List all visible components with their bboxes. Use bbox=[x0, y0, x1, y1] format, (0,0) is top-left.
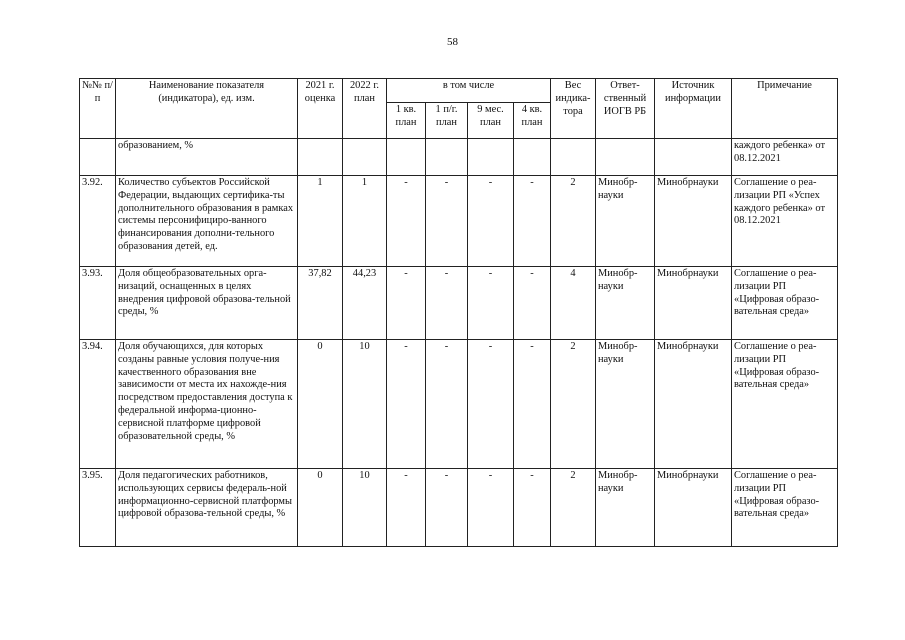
cell-num bbox=[80, 139, 116, 176]
cell-num: 3.94. bbox=[80, 340, 116, 469]
header-2021: 2021 г. оценка bbox=[298, 79, 343, 139]
header-num: №№ п/п bbox=[80, 79, 116, 139]
cell-h1: - bbox=[426, 469, 468, 547]
cell-name: Количество субъектов Российской Федерации, выдающих сертифика-ты дополнительного образования в рамках системы персонифициро-ванного финансирования дополни-тельного образования детей, ед. bbox=[116, 176, 298, 267]
cell-name: Доля обучающихся, для которых созданы равные условия получе-ния качественного образования вне зависимости от места их нахожде-ния посредством предоставления доступа к федеральной информа-ционно-сервисной платформе цифровой образовательной среды, % bbox=[116, 340, 298, 469]
cell-2021: 37,82 bbox=[298, 267, 343, 340]
cell-weight: 4 bbox=[551, 267, 596, 340]
cell-responsible: Минобр-науки bbox=[596, 176, 655, 267]
cell-9m: - bbox=[468, 340, 514, 469]
cell-9m: - bbox=[468, 267, 514, 340]
header-weight: Вес индика-тора bbox=[551, 79, 596, 139]
header-q4: 4 кв. план bbox=[514, 103, 551, 139]
header-h1: 1 п/г. план bbox=[426, 103, 468, 139]
cell-2022: 1 bbox=[343, 176, 387, 267]
header-name: Наименование показателя (индикатора), ед. изм. bbox=[116, 79, 298, 139]
cell-h1: - bbox=[426, 176, 468, 267]
cell-num: 3.92. bbox=[80, 176, 116, 267]
cell-q1: - bbox=[387, 469, 426, 547]
cell-responsible: Минобр-науки bbox=[596, 340, 655, 469]
header-q1: 1 кв. план bbox=[387, 103, 426, 139]
indicators-table bbox=[79, 78, 838, 547]
cell-q4: - bbox=[514, 340, 551, 469]
cell-source: Минобрнауки bbox=[655, 340, 732, 469]
table-row bbox=[80, 267, 838, 340]
cell-2021: 1 bbox=[298, 176, 343, 267]
cell-responsible: Минобр-науки bbox=[596, 469, 655, 547]
cell-9m: - bbox=[468, 469, 514, 547]
cell-weight: 2 bbox=[551, 176, 596, 267]
cell-2022: 10 bbox=[343, 469, 387, 547]
table-row bbox=[80, 340, 838, 469]
cell-q4: - bbox=[514, 469, 551, 547]
cell-note: каждого ребенка» от 08.12.2021 bbox=[732, 139, 838, 176]
cell-num: 3.93. bbox=[80, 267, 116, 340]
header-2022: 2022 г. план bbox=[343, 79, 387, 139]
cell-q4: - bbox=[514, 176, 551, 267]
cell-2022: 10 bbox=[343, 340, 387, 469]
cell-q1: - bbox=[387, 340, 426, 469]
cell-weight: 2 bbox=[551, 469, 596, 547]
cell-weight: 2 bbox=[551, 340, 596, 469]
cell-source: Минобрнауки bbox=[655, 267, 732, 340]
header-9m: 9 мес. план bbox=[468, 103, 514, 139]
cell-note: Соглашение о реа-лизации РП «Успех каждого ребенка» от 08.12.2021 bbox=[732, 176, 838, 267]
cell-responsible: Минобр-науки bbox=[596, 267, 655, 340]
header-responsible: Ответ-ственный ИОГВ РБ bbox=[596, 79, 655, 139]
cell-h1: - bbox=[426, 340, 468, 469]
cell-q4: - bbox=[514, 267, 551, 340]
cell-2022: 44,23 bbox=[343, 267, 387, 340]
table-row bbox=[80, 176, 838, 267]
cell-note: Соглашение о реа-лизации РП «Цифровая образо-вательная среда» bbox=[732, 469, 838, 547]
cell-h1: - bbox=[426, 267, 468, 340]
page-number: 58 bbox=[447, 36, 458, 48]
cell-q1: - bbox=[387, 176, 426, 267]
cell-num: 3.95. bbox=[80, 469, 116, 547]
header-including: в том числе bbox=[387, 79, 551, 103]
cell-q1: - bbox=[387, 267, 426, 340]
cell-note: Соглашение о реа-лизации РП «Цифровая образо-вательная среда» bbox=[732, 267, 838, 340]
cell-name: Доля педагогических работников, использующих сервисы федераль-ной информационно-сервисной платформы цифровой образова-тельной среды, % bbox=[116, 469, 298, 547]
cell-source: Минобрнауки bbox=[655, 176, 732, 267]
table-row-continuation bbox=[80, 139, 838, 176]
table-row bbox=[80, 469, 838, 547]
cell-note: Соглашение о реа-лизации РП «Цифровая образо-вательная среда» bbox=[732, 340, 838, 469]
cell-2021: 0 bbox=[298, 469, 343, 547]
header-source: Источник информации bbox=[655, 79, 732, 139]
header-note: Примечание bbox=[732, 79, 838, 139]
cell-9m: - bbox=[468, 176, 514, 267]
cell-name: образованием, % bbox=[116, 139, 298, 176]
cell-2021: 0 bbox=[298, 340, 343, 469]
cell-name: Доля общеобразовательных орга-низаций, оснащенных в целях внедрения цифровой образова-тельной среды, % bbox=[116, 267, 298, 340]
cell-source: Минобрнауки bbox=[655, 469, 732, 547]
